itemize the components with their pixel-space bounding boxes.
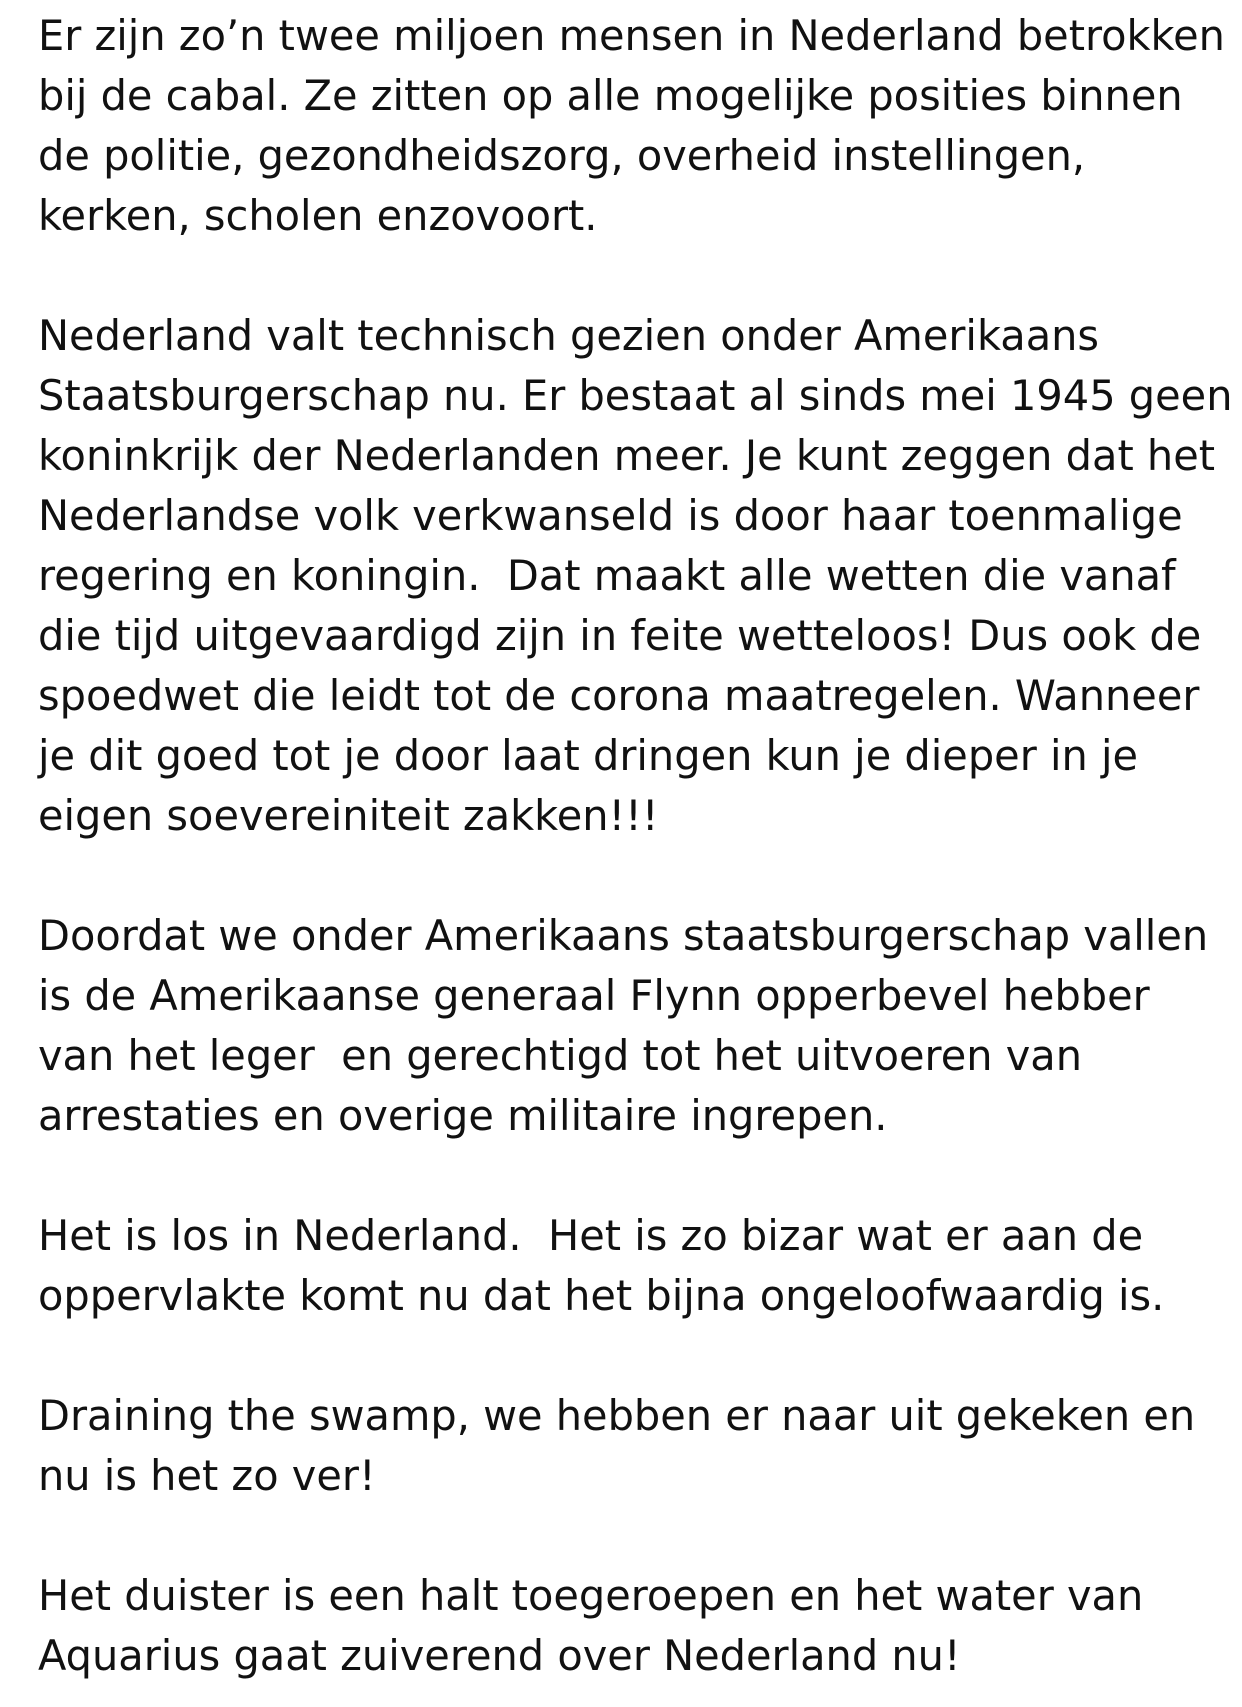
text-line: koninkrijk der Nederlanden meer. Je kunt zeggen dat het	[38, 431, 1216, 480]
paragraph-2	[38, 306, 1238, 846]
text-line: die tijd uitgevaardigd zijn in feite wetteloos! Dus ook de	[38, 611, 1202, 660]
text-line: arrestaties en overige militaire ingrepen.	[38, 1091, 888, 1140]
text-line: eigen soevereiniteit zakken!!!	[38, 791, 659, 840]
text-line: kerken, scholen enzovoort.	[38, 191, 598, 240]
text-line: de politie, gezondheidszorg, overheid instellingen,	[38, 131, 1086, 180]
paragraph-6	[38, 1566, 1238, 1686]
text-line: je dit goed tot je door laat dringen kun je dieper in je	[38, 731, 1139, 780]
text-line: Het duister is een halt toegeroepen en het water van	[38, 1571, 1144, 1620]
paragraph-4	[38, 1206, 1238, 1326]
text-line: Er zijn zo’n twee miljoen mensen in Nederland betrokken	[38, 11, 1225, 60]
text-line: oppervlakte komt nu dat het bijna ongeloofwaardig is.	[38, 1271, 1165, 1320]
text-line: is de Amerikaanse generaal Flynn opperbevel hebber	[38, 971, 1150, 1020]
text-line: nu is het zo ver!	[38, 1451, 376, 1500]
paragraph-1	[38, 6, 1238, 246]
text-line: Doordat we onder Amerikaans staatsburgerschap vallen	[38, 911, 1209, 960]
text-line: Het is los in Nederland. Het is zo bizar wat er aan de	[38, 1211, 1144, 1260]
paragraph-3	[38, 906, 1238, 1146]
text-line: Nederlandse volk verkwanseld is door haar toenmalige	[38, 491, 1183, 540]
text-line: regering en koningin. Dat maakt alle wetten die vanaf	[38, 551, 1176, 600]
text-line: Aquarius gaat zuiverend over Nederland nu!	[38, 1631, 961, 1680]
text-line: spoedwet die leidt tot de corona maatregelen. Wanneer	[38, 671, 1200, 720]
text-line: bij de cabal. Ze zitten op alle mogelijke posities binnen	[38, 71, 1183, 120]
text-line: Nederland valt technisch gezien onder Amerikaans	[38, 311, 1100, 360]
text-line: van het leger en gerechtigd tot het uitvoeren van	[38, 1031, 1083, 1080]
post-text-body	[38, 6, 1238, 1686]
text-line: Staatsburgerschap nu. Er bestaat al sinds mei 1945 geen	[38, 371, 1233, 420]
text-line: Draining the swamp, we hebben er naar uit gekeken en	[38, 1391, 1196, 1440]
paragraph-5	[38, 1386, 1238, 1506]
